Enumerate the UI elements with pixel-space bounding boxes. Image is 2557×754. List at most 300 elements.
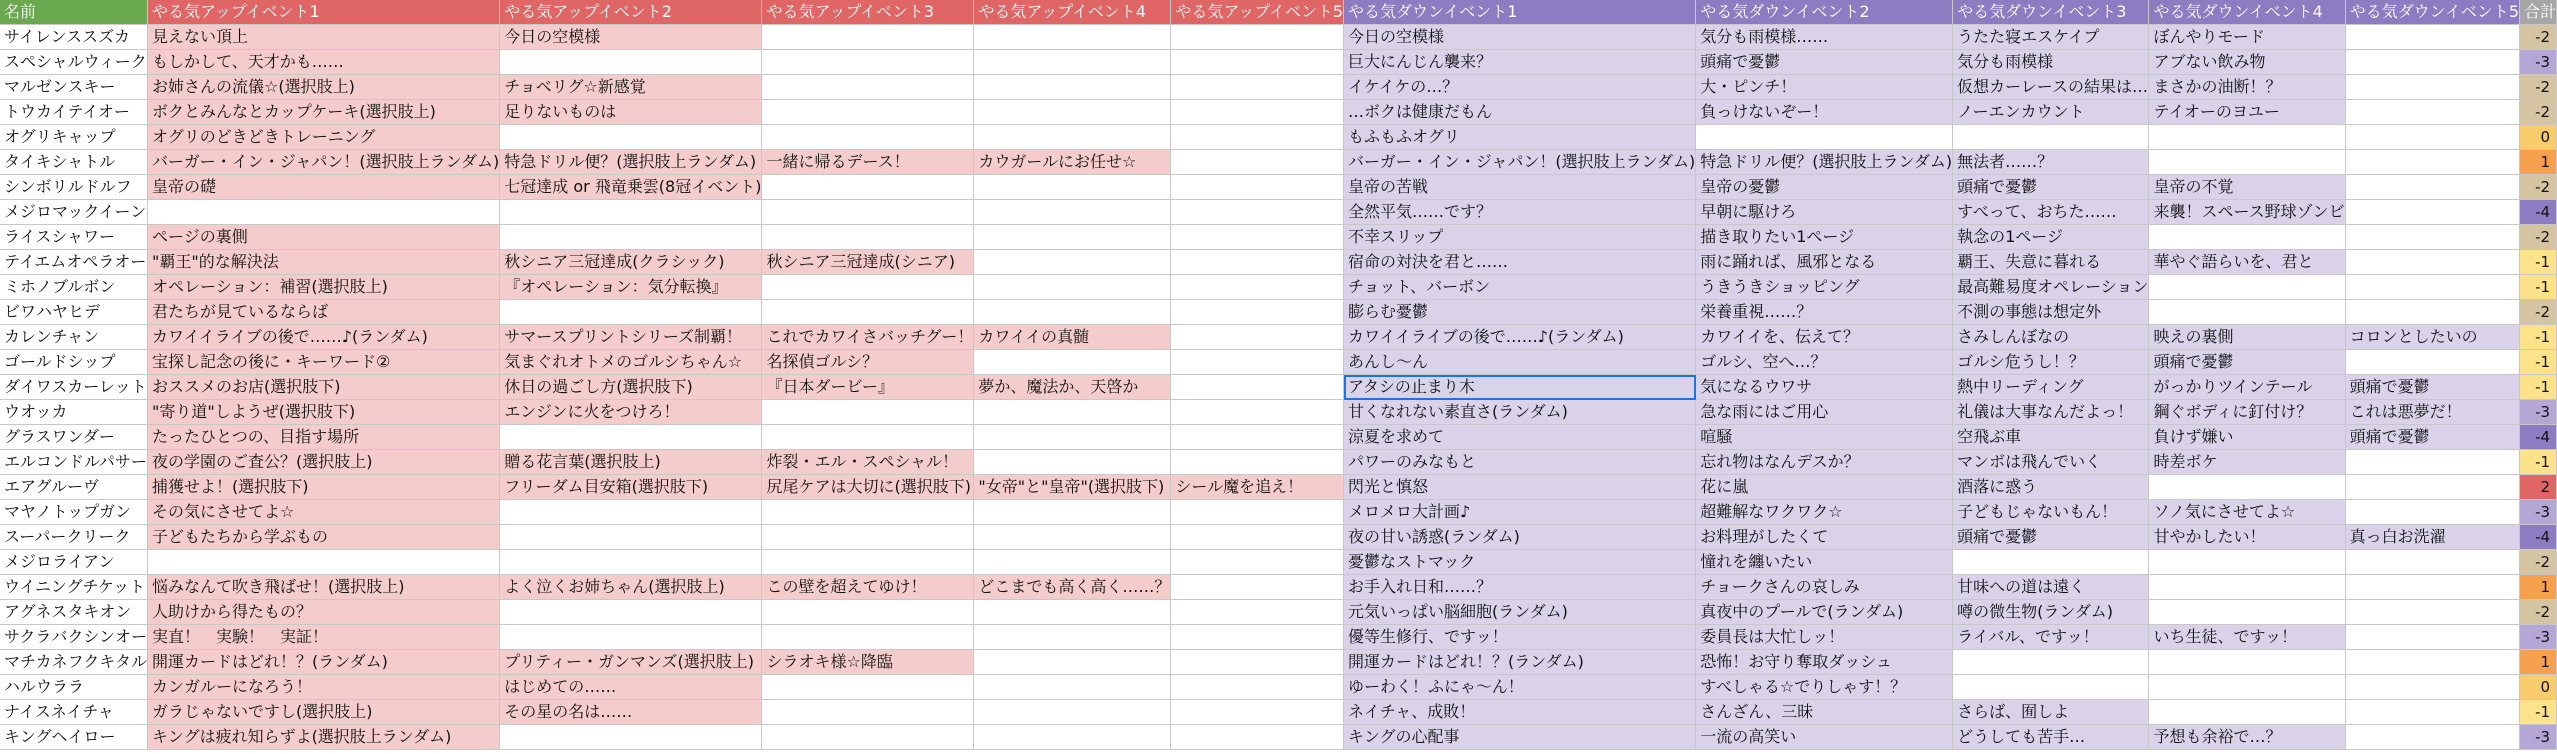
down-event-cell[interactable]: 時差ボケ [2149, 450, 2345, 475]
up-event-cell[interactable] [762, 100, 974, 125]
up-event-cell[interactable] [500, 425, 762, 450]
up-event-cell[interactable] [762, 625, 974, 650]
up-event-cell[interactable] [974, 725, 1171, 750]
down-event-cell[interactable] [2149, 150, 2345, 175]
up-event-cell[interactable] [762, 200, 974, 225]
total-score-cell[interactable]: -1 [2520, 450, 2557, 475]
down-event-cell[interactable]: 不測の事態は想定外 [1953, 300, 2149, 325]
up-event-cell[interactable] [974, 675, 1171, 700]
down-event-cell[interactable]: 皇帝の憂鬱 [1696, 175, 1953, 200]
header-down-event-1[interactable]: やる気ダウンイベント1 [1344, 0, 1696, 25]
down-event-cell[interactable]: 恐怖！お守り奪取ダッシュ [1696, 650, 1953, 675]
down-event-cell[interactable]: カワイイライブの後で……♪(ランダム) [1344, 325, 1696, 350]
up-event-cell[interactable]: カワイイの真髄 [974, 325, 1171, 350]
name-cell[interactable]: エアグルーヴ [0, 475, 148, 500]
down-event-cell[interactable]: キングの心配事 [1344, 725, 1696, 750]
up-event-cell[interactable] [974, 550, 1171, 575]
down-event-cell[interactable]: うきうきショッピング [1696, 275, 1953, 300]
down-event-cell[interactable] [2345, 450, 2519, 475]
down-event-cell[interactable]: さらば、囿しよ [1953, 700, 2149, 725]
down-event-cell[interactable]: 甘くなれない素直さ(ランダム) [1344, 400, 1696, 425]
up-event-cell[interactable] [762, 50, 974, 75]
up-event-cell[interactable] [1171, 525, 1344, 550]
up-event-cell[interactable]: カワイイライブの後で……♪(ランダム) [148, 325, 500, 350]
name-cell[interactable]: サイレンススズカ [0, 25, 148, 50]
down-event-cell[interactable] [2149, 125, 2345, 150]
name-cell[interactable]: カレンチャン [0, 325, 148, 350]
up-event-cell[interactable] [762, 675, 974, 700]
down-event-cell[interactable]: 早朝に駆けろ [1696, 200, 1953, 225]
up-event-cell[interactable] [974, 250, 1171, 275]
up-event-cell[interactable] [762, 725, 974, 750]
down-event-cell[interactable]: 空飛ぶ車 [1953, 425, 2149, 450]
up-event-cell[interactable] [500, 200, 762, 225]
name-cell[interactable]: メジロマックイーン [0, 200, 148, 225]
up-event-cell[interactable]: ページの裏側 [148, 225, 500, 250]
down-event-cell[interactable]: 閃光と慎怒 [1344, 475, 1696, 500]
total-score-cell[interactable]: -2 [2520, 75, 2557, 100]
up-event-cell[interactable]: "女帝"と"皇帝"(選択肢下) [974, 475, 1171, 500]
name-cell[interactable]: グラスワンダー [0, 425, 148, 450]
down-event-cell[interactable] [2345, 350, 2519, 375]
down-event-cell[interactable] [2345, 625, 2519, 650]
up-event-cell[interactable] [974, 50, 1171, 75]
up-event-cell[interactable] [762, 275, 974, 300]
up-event-cell[interactable]: 宝探し記念の後に・キーワード② [148, 350, 500, 375]
down-event-cell[interactable]: ソノ気にさせてよ☆ [2149, 500, 2345, 525]
down-event-cell[interactable] [2345, 500, 2519, 525]
up-event-cell[interactable]: おススメのお店(選択肢下) [148, 375, 500, 400]
name-cell[interactable]: ハルウララ [0, 675, 148, 700]
name-cell[interactable]: トウカイテイオー [0, 100, 148, 125]
up-event-cell[interactable]: 子どもたちから学ぶもの [148, 525, 500, 550]
down-event-cell[interactable] [2345, 725, 2519, 750]
down-event-cell[interactable]: 全然平気……です？ [1344, 200, 1696, 225]
down-event-cell[interactable]: 頭痛で憂鬱 [1696, 50, 1953, 75]
down-event-cell[interactable]: 委員長は大忙しッ！ [1696, 625, 1953, 650]
down-event-cell[interactable]: 特急ドリル便？(選択肢上ランダム) [1696, 150, 1953, 175]
down-event-cell[interactable]: いち生徒、ですッ！ [2149, 625, 2345, 650]
up-event-cell[interactable] [500, 225, 762, 250]
up-event-cell[interactable] [974, 25, 1171, 50]
down-event-cell[interactable]: 描き取りたい1ページ [1696, 225, 1953, 250]
up-event-cell[interactable]: 特急ドリル便？(選択肢上ランダム) [500, 150, 762, 175]
up-event-cell[interactable] [148, 200, 500, 225]
down-event-cell[interactable]: 忘れ物はなんデスか？ [1696, 450, 1953, 475]
down-event-cell[interactable]: ライバル、ですッ！ [1953, 625, 2149, 650]
name-cell[interactable]: ライスシャワー [0, 225, 148, 250]
down-event-cell[interactable]: チョット、バーボン [1344, 275, 1696, 300]
up-event-cell[interactable] [762, 175, 974, 200]
up-event-cell[interactable]: "寄り道"しようぜ(選択肢下) [148, 400, 500, 425]
total-score-cell[interactable]: -1 [2520, 250, 2557, 275]
total-score-cell[interactable]: -2 [2520, 300, 2557, 325]
down-event-cell[interactable] [2149, 650, 2345, 675]
total-score-cell[interactable]: -3 [2520, 725, 2557, 750]
name-cell[interactable]: エルコンドルパサー [0, 450, 148, 475]
down-event-cell[interactable]: 負っけないぞー！ [1696, 100, 1953, 125]
up-event-cell[interactable] [1171, 375, 1344, 400]
down-event-cell[interactable] [2345, 100, 2519, 125]
up-event-cell[interactable] [974, 650, 1171, 675]
up-event-cell[interactable] [148, 550, 500, 575]
up-event-cell[interactable] [974, 700, 1171, 725]
total-score-cell[interactable]: -3 [2520, 625, 2557, 650]
up-event-cell[interactable]: シール魔を追え！ [1171, 475, 1344, 500]
up-event-cell[interactable] [762, 225, 974, 250]
total-score-cell[interactable]: -2 [2520, 175, 2557, 200]
name-cell[interactable]: キングヘイロー [0, 725, 148, 750]
total-score-cell[interactable]: -3 [2520, 50, 2557, 75]
down-event-cell[interactable]: 負けず嫌い [2149, 425, 2345, 450]
up-event-cell[interactable] [974, 275, 1171, 300]
down-event-cell[interactable]: ゴルシ、空へ…？ [1696, 350, 1953, 375]
name-cell[interactable]: スーパークリーク [0, 525, 148, 550]
name-cell[interactable]: ナイスネイチャ [0, 700, 148, 725]
up-event-cell[interactable] [974, 500, 1171, 525]
down-event-cell[interactable]: 覇王、失意に暮れる [1953, 250, 2149, 275]
up-event-cell[interactable]: この壁を超えてゆけ！ [762, 575, 974, 600]
down-event-cell[interactable]: 熱中リーディング [1953, 375, 2149, 400]
down-event-cell[interactable]: 酒落に惑う [1953, 475, 2149, 500]
down-event-cell[interactable]: 真夜中のプールで(ランダム) [1696, 600, 1953, 625]
up-event-cell[interactable]: ボクとみんなとカップケーキ(選択肢上) [148, 100, 500, 125]
up-event-cell[interactable] [974, 175, 1171, 200]
total-score-cell[interactable]: 2 [2520, 475, 2557, 500]
up-event-cell[interactable]: フリーダム目安箱(選択肢下) [500, 475, 762, 500]
up-event-cell[interactable] [974, 600, 1171, 625]
down-event-cell[interactable]: チョークさんの哀しみ [1696, 575, 1953, 600]
down-event-cell[interactable]: 最高難易度オペレーション [1953, 275, 2149, 300]
up-event-cell[interactable] [762, 600, 974, 625]
up-event-cell[interactable] [1171, 100, 1344, 125]
up-event-cell[interactable]: もしかして、天才かも…… [148, 50, 500, 75]
up-event-cell[interactable]: ガラじゃないですし(選択肢上) [148, 700, 500, 725]
up-event-cell[interactable]: お姉さんの流儀☆(選択肢上) [148, 75, 500, 100]
down-event-cell[interactable]: 礼儀は大事なんだよっ！ [1953, 400, 2149, 425]
name-cell[interactable]: マヤノトップガン [0, 500, 148, 525]
down-event-cell[interactable] [2149, 575, 2345, 600]
up-event-cell[interactable]: 今日の空模様 [500, 25, 762, 50]
down-event-cell[interactable]: 気分も雨模様 [1953, 50, 2149, 75]
down-event-cell[interactable] [2149, 225, 2345, 250]
up-event-cell[interactable]: "覇王"的な解決法 [148, 250, 500, 275]
total-score-cell[interactable]: 0 [2520, 675, 2557, 700]
header-down-event-2[interactable]: やる気ダウンイベント2 [1696, 0, 1953, 25]
down-event-cell[interactable]: 予想も余裕で…？ [2149, 725, 2345, 750]
up-event-cell[interactable]: キングは疲れ知らずよ(選択肢上ランダム) [148, 725, 500, 750]
header-up-event-2[interactable]: やる気アップイベント2 [500, 0, 762, 25]
up-event-cell[interactable]: カウガールにお任せ☆ [974, 150, 1171, 175]
down-event-cell[interactable]: 不幸スリップ [1344, 225, 1696, 250]
down-event-cell[interactable]: 映えの裏側 [2149, 325, 2345, 350]
up-event-cell[interactable]: 開運カードはどれ！？(ランダム) [148, 650, 500, 675]
name-cell[interactable]: ビワハヤヒデ [0, 300, 148, 325]
up-event-cell[interactable] [974, 200, 1171, 225]
total-score-cell[interactable]: -4 [2520, 525, 2557, 550]
up-event-cell[interactable]: 君たちが見ているならば [148, 300, 500, 325]
down-event-cell[interactable]: 喧騒 [1696, 425, 1953, 450]
down-event-cell[interactable] [2345, 175, 2519, 200]
down-event-cell[interactable]: さみしんぼなの [1953, 325, 2149, 350]
down-event-cell[interactable] [2149, 700, 2345, 725]
up-event-cell[interactable] [500, 50, 762, 75]
up-event-cell[interactable]: 名探偵ゴルシ？ [762, 350, 974, 375]
down-event-cell[interactable]: ぼんやりモード [2149, 25, 2345, 50]
up-event-cell[interactable]: その星の名は…… [500, 700, 762, 725]
up-event-cell[interactable] [500, 500, 762, 525]
up-event-cell[interactable]: 秋シニア三冠達成(シニア) [762, 250, 974, 275]
down-event-cell[interactable] [2149, 600, 2345, 625]
up-event-cell[interactable]: 贈る花言葉(選択肢上) [500, 450, 762, 475]
up-event-cell[interactable]: カンガルーになろう！ [148, 675, 500, 700]
up-event-cell[interactable]: 悩みなんて吹き飛ばせ！(選択肢上) [148, 575, 500, 600]
up-event-cell[interactable] [974, 300, 1171, 325]
down-event-cell[interactable]: ノーエンカウント [1953, 100, 2149, 125]
up-event-cell[interactable] [1171, 500, 1344, 525]
down-event-cell[interactable]: 気になるウワサ [1696, 375, 1953, 400]
up-event-cell[interactable]: どこまでも高く高く……？ [974, 575, 1171, 600]
down-event-cell[interactable] [2149, 300, 2345, 325]
up-event-cell[interactable] [1171, 300, 1344, 325]
name-cell[interactable]: ダイワスカーレット [0, 375, 148, 400]
name-cell[interactable]: アグネスタキオン [0, 600, 148, 625]
up-event-cell[interactable]: オペレーション：補習(選択肢上) [148, 275, 500, 300]
up-event-cell[interactable]: エンジンに火をつけろ！ [500, 400, 762, 425]
down-event-cell[interactable]: アブない飲み物 [2149, 50, 2345, 75]
down-event-cell[interactable]: 鋼ぐボディに釘付け？ [2149, 400, 2345, 425]
down-event-cell[interactable] [2345, 550, 2519, 575]
up-event-cell[interactable] [1171, 150, 1344, 175]
down-event-cell[interactable] [2345, 675, 2519, 700]
total-score-cell[interactable]: -1 [2520, 700, 2557, 725]
down-event-cell[interactable]: バーガー・イン・ジャパン！(選択肢上ランダム) [1344, 150, 1696, 175]
up-event-cell[interactable]: シラオキ様☆降臨 [762, 650, 974, 675]
down-event-cell[interactable]: 優等生修行、ですッ！ [1344, 625, 1696, 650]
up-event-cell[interactable]: チョベリグ☆新感覚 [500, 75, 762, 100]
name-cell[interactable]: ウイニングチケット [0, 575, 148, 600]
up-event-cell[interactable]: サマースプリントシリーズ制覇！ [500, 325, 762, 350]
down-event-cell[interactable]: 憧れを纏いたい [1696, 550, 1953, 575]
down-event-cell[interactable]: 大・ピンチ！ [1696, 75, 1953, 100]
up-event-cell[interactable]: 夢か、魔法か、天啓か [974, 375, 1171, 400]
down-event-cell[interactable] [2345, 225, 2519, 250]
down-event-cell[interactable]: 一流の高笑い [1696, 725, 1953, 750]
down-event-cell[interactable]: 栄養重視……？ [1696, 300, 1953, 325]
up-event-cell[interactable] [1171, 625, 1344, 650]
down-event-cell[interactable]: さんざん、三昧 [1696, 700, 1953, 725]
up-event-cell[interactable] [762, 400, 974, 425]
total-score-cell[interactable]: -2 [2520, 225, 2557, 250]
down-event-cell[interactable]: 今日の空模様 [1344, 25, 1696, 50]
up-event-cell[interactable] [1171, 400, 1344, 425]
up-event-cell[interactable] [1171, 575, 1344, 600]
up-event-cell[interactable] [762, 125, 974, 150]
up-event-cell[interactable] [500, 525, 762, 550]
down-event-cell[interactable]: 宿命の対決を君と…… [1344, 250, 1696, 275]
down-event-cell[interactable]: 涼夏を求めて [1344, 425, 1696, 450]
up-event-cell[interactable] [1171, 175, 1344, 200]
up-event-cell[interactable] [1171, 675, 1344, 700]
up-event-cell[interactable] [974, 100, 1171, 125]
down-event-cell[interactable]: 元気いっぱい脳細胞(ランダム) [1344, 600, 1696, 625]
down-event-cell[interactable]: 頭痛で憂鬱 [1953, 525, 2149, 550]
up-event-cell[interactable]: 休日の過ごし方(選択肢下) [500, 375, 762, 400]
up-event-cell[interactable]: 尻尾ケアは大切に(選択肢下) [762, 475, 974, 500]
up-event-cell[interactable] [974, 125, 1171, 150]
down-event-cell[interactable]: 皇帝の不覚 [2149, 175, 2345, 200]
down-event-cell[interactable] [2149, 675, 2345, 700]
up-event-cell[interactable]: たったひとつの、目指す場所 [148, 425, 500, 450]
down-event-cell[interactable] [2345, 50, 2519, 75]
down-event-cell[interactable]: 無法者……？ [1953, 150, 2149, 175]
down-event-cell[interactable]: ネイチャ、成敗！ [1344, 700, 1696, 725]
up-event-cell[interactable] [1171, 600, 1344, 625]
up-event-cell[interactable] [500, 725, 762, 750]
down-event-cell[interactable]: 膨らむ憂鬱 [1344, 300, 1696, 325]
up-event-cell[interactable] [974, 450, 1171, 475]
header-name[interactable]: 名前 [0, 0, 148, 25]
up-event-cell[interactable] [500, 125, 762, 150]
up-event-cell[interactable] [500, 550, 762, 575]
down-event-cell[interactable]: どうしても苦手… [1953, 725, 2149, 750]
down-event-cell[interactable] [2345, 650, 2519, 675]
down-event-cell[interactable] [1953, 675, 2149, 700]
up-event-cell[interactable]: これでカワイさバッチグー！ [762, 325, 974, 350]
up-event-cell[interactable] [762, 425, 974, 450]
down-event-cell[interactable] [2149, 475, 2345, 500]
total-score-cell[interactable]: -1 [2520, 375, 2557, 400]
down-event-cell[interactable] [2149, 275, 2345, 300]
down-event-cell[interactable]: コロンとしたいの [2345, 325, 2519, 350]
down-event-cell[interactable]: 華やぐ語らいを、君と [2149, 250, 2345, 275]
name-cell[interactable]: ミホノブルボン [0, 275, 148, 300]
down-event-cell[interactable]: お手入れ日和……？ [1344, 575, 1696, 600]
up-event-cell[interactable]: 足りないものは [500, 100, 762, 125]
name-cell[interactable]: ウオッカ [0, 400, 148, 425]
down-event-cell[interactable]: 真っ白お洗濯 [2345, 525, 2519, 550]
down-event-cell[interactable] [2345, 200, 2519, 225]
down-event-cell[interactable]: すべしゃる☆でりしゃす！？ [1696, 675, 1953, 700]
down-event-cell[interactable]: 巨大にんじん襲来？ [1344, 50, 1696, 75]
down-event-cell[interactable]: 仮想カーレースの結果は… [1953, 75, 2149, 100]
down-event-cell[interactable] [2345, 300, 2519, 325]
down-event-cell[interactable]: 気分も雨模様…… [1696, 25, 1953, 50]
total-score-cell[interactable]: 1 [2520, 575, 2557, 600]
total-score-cell[interactable]: -4 [2520, 425, 2557, 450]
down-event-cell[interactable]: 超難解なワクワク☆ [1696, 500, 1953, 525]
name-cell[interactable]: マルゼンスキー [0, 75, 148, 100]
down-event-cell[interactable] [2345, 575, 2519, 600]
up-event-cell[interactable] [974, 400, 1171, 425]
down-event-cell[interactable]: 甘やかしたい！ [2149, 525, 2345, 550]
down-event-cell[interactable]: ゆーわく！ふにゃ～ん！ [1344, 675, 1696, 700]
total-score-cell[interactable]: -2 [2520, 550, 2557, 575]
down-event-cell[interactable]: 子どもじゃないもん！ [1953, 500, 2149, 525]
name-cell[interactable]: ゴールドシップ [0, 350, 148, 375]
down-event-cell[interactable]: 雨に踊れば、風邪となる [1696, 250, 1953, 275]
down-event-cell[interactable]: マンボは飛んでいく [1953, 450, 2149, 475]
down-event-cell[interactable]: 噂の微生物(ランダム) [1953, 600, 2149, 625]
up-event-cell[interactable] [1171, 125, 1344, 150]
name-cell[interactable]: テイエムオペラオー [0, 250, 148, 275]
up-event-cell[interactable]: オグリのどきどきトレーニング [148, 125, 500, 150]
up-event-cell[interactable] [762, 550, 974, 575]
up-event-cell[interactable] [1171, 75, 1344, 100]
up-event-cell[interactable]: 『日本ダービー』 [762, 375, 974, 400]
total-score-cell[interactable]: -2 [2520, 25, 2557, 50]
down-event-cell[interactable]: アタシの止まり木 [1344, 375, 1696, 400]
up-event-cell[interactable] [500, 625, 762, 650]
up-event-cell[interactable] [1171, 550, 1344, 575]
down-event-cell[interactable]: がっかりツインテール [2149, 375, 2345, 400]
name-cell[interactable]: タイキシャトル [0, 150, 148, 175]
header-up-event-1[interactable]: やる気アップイベント1 [148, 0, 500, 25]
header-up-event-5[interactable]: やる気アップイベント5 [1171, 0, 1344, 25]
up-event-cell[interactable] [762, 525, 974, 550]
name-cell[interactable]: シンボリルドルフ [0, 175, 148, 200]
up-event-cell[interactable] [762, 25, 974, 50]
total-score-cell[interactable]: 0 [2520, 125, 2557, 150]
down-event-cell[interactable]: あんし～ん [1344, 350, 1696, 375]
up-event-cell[interactable] [1171, 200, 1344, 225]
up-event-cell[interactable]: よく泣くお姉ちゃん(選択肢上) [500, 575, 762, 600]
down-event-cell[interactable] [2345, 475, 2519, 500]
down-event-cell[interactable]: パワーのみなもと [1344, 450, 1696, 475]
down-event-cell[interactable]: お料理がしたくて [1696, 525, 1953, 550]
down-event-cell[interactable] [2345, 75, 2519, 100]
total-score-cell[interactable]: -1 [2520, 325, 2557, 350]
up-event-cell[interactable] [974, 525, 1171, 550]
name-cell[interactable]: サクラバクシンオー [0, 625, 148, 650]
total-score-cell[interactable]: -1 [2520, 350, 2557, 375]
down-event-cell[interactable]: 甘味への道は遠く [1953, 575, 2149, 600]
header-down-event-5[interactable]: やる気ダウンイベント5 [2345, 0, 2519, 25]
down-event-cell[interactable]: 皇帝の苦戦 [1344, 175, 1696, 200]
down-event-cell[interactable]: メロメロ大計画♪ [1344, 500, 1696, 525]
name-cell[interactable]: オグリキャップ [0, 125, 148, 150]
down-event-cell[interactable]: 執念の1ページ [1953, 225, 2149, 250]
up-event-cell[interactable]: 秋シニア三冠達成(クラシック) [500, 250, 762, 275]
up-event-cell[interactable]: プリティー・ガンマンズ(選択肢上) [500, 650, 762, 675]
name-cell[interactable]: マチカネフクキタル [0, 650, 148, 675]
header-down-event-4[interactable]: やる気ダウンイベント4 [2149, 0, 2345, 25]
up-event-cell[interactable] [974, 350, 1171, 375]
up-event-cell[interactable] [1171, 275, 1344, 300]
header-down-event-3[interactable]: やる気ダウンイベント3 [1953, 0, 2149, 25]
down-event-cell[interactable]: うたた寝エスケイプ [1953, 25, 2149, 50]
down-event-cell[interactable]: もふもふオグリ [1344, 125, 1696, 150]
down-event-cell[interactable] [2345, 250, 2519, 275]
down-event-cell[interactable]: …ボクは健康だもん [1344, 100, 1696, 125]
down-event-cell[interactable]: 来襲！スペース野球ゾンビ [2149, 200, 2345, 225]
down-event-cell[interactable] [2345, 700, 2519, 725]
up-event-cell[interactable]: 捕獲せよ！(選択肢下) [148, 475, 500, 500]
up-event-cell[interactable] [1171, 325, 1344, 350]
name-cell[interactable]: スペシャルウィーク [0, 50, 148, 75]
down-event-cell[interactable]: テイオーのヨユー [2149, 100, 2345, 125]
up-event-cell[interactable] [1171, 650, 1344, 675]
down-event-cell[interactable]: これは悪夢だ！ [2345, 400, 2519, 425]
down-event-cell[interactable]: 開運カードはどれ！？(ランダム) [1344, 650, 1696, 675]
up-event-cell[interactable] [1171, 225, 1344, 250]
up-event-cell[interactable] [1171, 725, 1344, 750]
up-event-cell[interactable]: 七冠達成 or 飛竜乗雲(8冠イベント) [500, 175, 762, 200]
up-event-cell[interactable] [500, 300, 762, 325]
up-event-cell[interactable]: 夜の学園のご査公？(選択肢上) [148, 450, 500, 475]
down-event-cell[interactable] [2345, 25, 2519, 50]
up-event-cell[interactable] [1171, 50, 1344, 75]
